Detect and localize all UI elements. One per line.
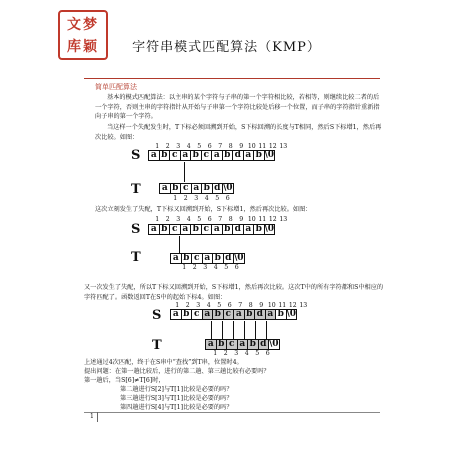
- index-label: 8: [248, 302, 253, 309]
- char-cell: c: [169, 224, 181, 235]
- index-label: 12: [288, 302, 297, 309]
- index-label: 8: [228, 216, 233, 223]
- t-label-2: T: [131, 250, 141, 265]
- char-cell: a: [170, 253, 182, 264]
- index-label: 3: [176, 143, 181, 150]
- index-label: 3: [234, 350, 239, 357]
- char-cell: a: [191, 183, 203, 194]
- char-cell: d: [254, 309, 266, 320]
- index-label: 1: [182, 264, 187, 271]
- index-label: 6: [207, 143, 212, 150]
- index-label: 7: [218, 143, 223, 150]
- index-label: 5: [197, 143, 202, 150]
- index-label: 2: [165, 143, 170, 150]
- index-label: 2: [192, 264, 197, 271]
- char-cell: a: [170, 309, 182, 320]
- char-cell: \0: [264, 224, 275, 234]
- index-label: 1: [155, 143, 160, 150]
- footer-bar: [97, 412, 98, 422]
- s-index-row-2: [152, 216, 289, 223]
- char-cell: a: [202, 309, 214, 320]
- s-index-row-1: [152, 143, 289, 150]
- char-cell: \0: [223, 183, 233, 193]
- char-cell: a: [159, 183, 171, 194]
- seal-stamp: 文梦 库颖: [58, 10, 108, 60]
- index-label: 5: [197, 216, 202, 223]
- s-label-1: S: [131, 148, 141, 163]
- char-cell: b: [190, 224, 202, 235]
- char-cell: d: [223, 253, 235, 264]
- s-string-row-1: [148, 150, 275, 161]
- index-label: 3: [203, 264, 208, 271]
- char-cell: b: [212, 309, 224, 320]
- index-label: 5: [255, 350, 260, 357]
- char-cell: a: [233, 309, 245, 320]
- s-index-row-3: [172, 302, 309, 309]
- char-cell: c: [201, 150, 213, 161]
- index-label: 10: [247, 216, 256, 223]
- char-cell: \0: [286, 309, 297, 319]
- char-cell: b: [253, 224, 265, 235]
- index-label: 9: [259, 302, 264, 309]
- char-cell: b: [216, 339, 228, 350]
- char-cell: a: [148, 150, 160, 161]
- index-label: 1: [155, 216, 160, 223]
- char-cell: \0: [264, 150, 275, 160]
- char-cell: b: [159, 224, 171, 235]
- index-label: 2: [165, 216, 170, 223]
- footer-rule: [84, 412, 380, 413]
- page-number: 1: [90, 413, 94, 420]
- char-cell: b: [244, 309, 256, 320]
- index-label: 3: [194, 195, 199, 202]
- summary-line-5: 第三趟进行S[3]与T[1]比较是必要的吗？: [120, 395, 233, 402]
- char-cell: c: [169, 150, 181, 161]
- char-cell: a: [180, 224, 192, 235]
- char-cell: b: [247, 339, 259, 350]
- char-cell: b: [275, 309, 287, 320]
- t-string-row-3: [205, 339, 280, 350]
- index-label: 8: [228, 143, 233, 150]
- s-string-row-2: [148, 224, 275, 235]
- index-label: 6: [265, 350, 270, 357]
- t-string-row-1: [159, 183, 234, 194]
- char-cell: b: [181, 253, 193, 264]
- title-rule: [84, 78, 380, 79]
- summary-line-2: 提出问题：在第一趟比较后，进行的第二趟、第三趟比较有必要吗？: [84, 368, 270, 375]
- char-cell: c: [180, 183, 192, 194]
- index-label: 12: [268, 216, 277, 223]
- char-cell: a: [237, 339, 249, 350]
- index-label: 2: [185, 302, 190, 309]
- match-arrow-1: [184, 162, 185, 182]
- t-index-row-1: [170, 195, 233, 202]
- index-label: 5: [215, 195, 220, 202]
- index-label: 4: [186, 143, 191, 150]
- index-label: 10: [267, 302, 276, 309]
- char-cell: b: [181, 309, 193, 320]
- char-cell: b: [222, 224, 234, 235]
- index-label: 3: [196, 302, 201, 309]
- index-label: 1: [173, 195, 178, 202]
- char-cell: \0: [269, 339, 279, 349]
- t-string-row-2: [170, 253, 245, 264]
- char-cell: a: [265, 309, 277, 320]
- paragraph-1: 基本的模式匹配算法：以主串的某个字符与子串的第一个字符相比较，若相等，则继续比较二者的后一个字符，否则主串的字符指针从开始与子串第一个字符比较处后移一个位置，而子串的字符指针重新指向子串的第一个字符。: [95, 94, 380, 121]
- t-label-3: T: [152, 338, 162, 353]
- index-label: 6: [234, 264, 239, 271]
- summary-line-3: 第一趟后，当S[6]≠T[6]时，: [84, 377, 165, 384]
- section-heading: 简单匹配算法: [95, 83, 137, 91]
- char-cell: a: [211, 150, 223, 161]
- index-label: 6: [207, 216, 212, 223]
- index-label: 4: [206, 302, 211, 309]
- char-cell: a: [148, 224, 160, 235]
- index-label: 4: [244, 350, 249, 357]
- char-cell: \0: [234, 253, 244, 263]
- index-label: 7: [238, 302, 243, 309]
- char-cell: c: [201, 224, 213, 235]
- index-label: 11: [258, 216, 267, 223]
- char-cell: b: [170, 183, 182, 194]
- index-label: 4: [186, 216, 191, 223]
- index-label: 5: [217, 302, 222, 309]
- index-label: 5: [224, 264, 229, 271]
- page-title: 字符串模式匹配算法（KMP）: [132, 40, 321, 55]
- paragraph-2: 当这样一个失配发生时，T下标必须回溯到开始，S下标回溯的长度与T相同，然后S下标增1，然后再次比较。如图：: [95, 124, 382, 141]
- char-cell: b: [222, 150, 234, 161]
- index-label: 11: [258, 143, 267, 150]
- char-cell: a: [205, 339, 217, 350]
- char-cell: a: [211, 224, 223, 235]
- index-label: 6: [227, 302, 232, 309]
- summary-line-1: 上述通过4次匹配，终于在S串中“查找”到T串，位置时4。: [84, 359, 243, 366]
- index-label: 1: [175, 302, 180, 309]
- s-string-row-3: [170, 309, 297, 320]
- index-label: 2: [223, 350, 228, 357]
- index-label: 1: [213, 350, 218, 357]
- char-cell: b: [159, 150, 171, 161]
- char-cell: b: [212, 253, 224, 264]
- index-label: 11: [278, 302, 287, 309]
- t-index-row-2: [179, 264, 242, 271]
- summary-line-4: 第二趟进行S[2]与T[1]比较是必要的吗？: [120, 386, 233, 393]
- char-cell: d: [232, 150, 244, 161]
- char-cell: a: [180, 150, 192, 161]
- char-cell: a: [243, 150, 255, 161]
- s-label-3: S: [152, 308, 162, 323]
- char-cell: a: [202, 253, 214, 264]
- t-index-row-3: [210, 350, 273, 357]
- index-label: 12: [268, 143, 277, 150]
- index-label: 13: [299, 302, 308, 309]
- index-label: 4: [213, 264, 218, 271]
- char-cell: d: [232, 224, 244, 235]
- index-label: 7: [218, 216, 223, 223]
- index-label: 6: [225, 195, 230, 202]
- index-label: 2: [183, 195, 188, 202]
- char-cell: d: [258, 339, 270, 350]
- index-label: 13: [279, 143, 288, 150]
- caption-2: 又一次发生了失配，所以T下标又回溯到开始，S下标增1，然后再次比较。这次T中的所有字符都和S中相应的字符匹配了。函数返回T在S中的起始下标4。如图：: [84, 284, 384, 301]
- char-cell: c: [191, 309, 203, 320]
- index-label: 4: [204, 195, 209, 202]
- char-cell: a: [243, 224, 255, 235]
- char-cell: b: [201, 183, 213, 194]
- index-label: 3: [176, 216, 181, 223]
- index-label: 13: [279, 216, 288, 223]
- char-cell: c: [226, 339, 238, 350]
- caption-1: 这次立刻发生了失配，T下标又回溯到开始，S下标增1，然后再次比较。如图：: [95, 206, 312, 213]
- index-label: 9: [239, 143, 244, 150]
- char-cell: b: [253, 150, 265, 161]
- index-label: 9: [239, 216, 244, 223]
- char-cell: b: [190, 150, 202, 161]
- summary-line-6: 第四趟进行S[4]与T[1]比较是必要的吗？: [120, 404, 233, 411]
- t-label-1: T: [131, 182, 141, 197]
- char-cell: c: [223, 309, 235, 320]
- char-cell: c: [191, 253, 203, 264]
- s-label-2: S: [131, 222, 141, 237]
- char-cell: d: [212, 183, 224, 194]
- index-label: 10: [247, 143, 256, 150]
